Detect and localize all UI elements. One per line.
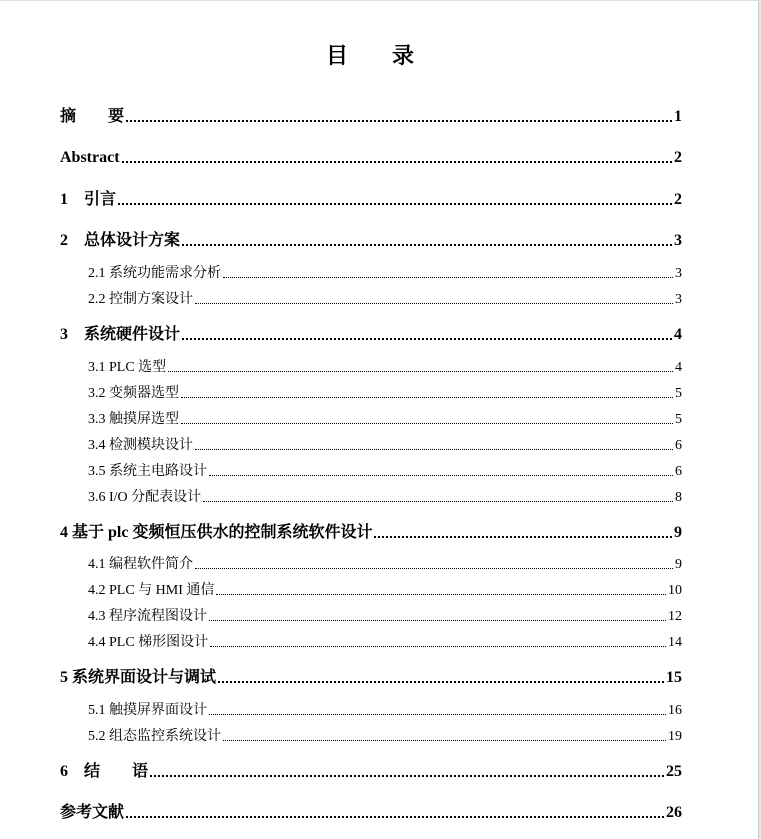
- toc-title: 目 录: [325, 43, 414, 68]
- toc-entry-page: 2: [674, 149, 682, 166]
- toc-entry-label: 5.1 触摸屏界面设计: [88, 703, 207, 718]
- toc-entry-page: 9: [674, 524, 682, 541]
- toc-entry[interactable]: [88, 465, 682, 479]
- toc-entry-page: 4: [674, 326, 682, 343]
- toc-entry-label: 4 基于 plc 变频恒压供水的控制系统软件设计: [60, 524, 373, 541]
- toc-entry-page: 14: [668, 635, 682, 650]
- toc-entry[interactable]: [60, 327, 682, 343]
- toc-entry-label: 3 系统硬件设计: [60, 326, 181, 343]
- toc-entry-page: 8: [675, 490, 682, 505]
- toc-leader: [374, 536, 672, 538]
- toc-entry-page: 19: [668, 729, 682, 744]
- toc-leader: [122, 161, 672, 163]
- toc-leader: [168, 371, 673, 372]
- toc-leader: [218, 681, 664, 683]
- toc-leader: [209, 475, 673, 476]
- toc-entry[interactable]: [88, 730, 682, 744]
- toc-entry[interactable]: [88, 636, 682, 650]
- toc-entry-label: 3.2 变频器选型: [88, 386, 179, 401]
- toc-entry-label: 4.1 编程软件简介: [88, 557, 193, 572]
- toc-entry-label: 1 引言: [60, 191, 117, 208]
- toc-entry[interactable]: [88, 361, 682, 375]
- toc-entry-page: 26: [666, 804, 682, 821]
- toc-entry[interactable]: [88, 491, 682, 505]
- toc-entry-page: 10: [668, 583, 682, 598]
- toc-leader: [126, 120, 672, 122]
- toc-leader: [210, 646, 666, 647]
- toc-entry-page: 5: [675, 386, 682, 401]
- toc-entry-page: 6: [675, 464, 682, 479]
- toc-entry-label: 摘 要: [60, 108, 125, 125]
- toc-entry-page: 3: [675, 266, 682, 281]
- toc-entry-label: 4.4 PLC 梯形图设计: [88, 635, 209, 650]
- toc-entry-page: 2: [674, 191, 682, 208]
- toc-entry-label: 2.1 系统功能需求分析: [88, 266, 221, 281]
- toc-entry-page: 16: [668, 703, 682, 718]
- toc-leader: [209, 620, 666, 621]
- toc-leader: [203, 501, 673, 502]
- toc-entry-label: Abstract: [60, 149, 120, 166]
- toc-entry-page: 15: [666, 669, 682, 686]
- toc-entry-label: 3.1 PLC 选型: [88, 360, 167, 375]
- toc-leader: [195, 303, 673, 304]
- toc-leader: [223, 740, 666, 741]
- toc-leader: [126, 816, 664, 818]
- toc-entry-label: 3.4 检测模块设计: [88, 438, 193, 453]
- toc-leader: [209, 714, 666, 715]
- toc-leader: [195, 568, 673, 569]
- toc-entry[interactable]: [88, 267, 682, 281]
- toc-leader: [118, 203, 672, 205]
- toc-entry-label: 2 总体设计方案: [60, 232, 181, 249]
- toc-entry-page: 1: [674, 108, 682, 125]
- toc-leader: [182, 338, 672, 340]
- toc-entry-label: 3.6 I/O 分配表设计: [88, 490, 202, 505]
- toc-entry[interactable]: [60, 109, 682, 125]
- toc-entry[interactable]: [88, 439, 682, 453]
- toc-entry-page: 25: [666, 763, 682, 780]
- toc-entry-label: 3.5 系统主电路设计: [88, 464, 207, 479]
- toc-leader: [216, 594, 666, 595]
- toc-entry-label: 6 结 语: [60, 763, 149, 780]
- toc-entry[interactable]: [60, 233, 682, 249]
- toc-entry-label: 5 系统界面设计与调试: [60, 669, 217, 686]
- toc-entry-page: 6: [675, 438, 682, 453]
- toc-entry-page: 4: [675, 360, 682, 375]
- toc-leader: [181, 397, 673, 398]
- toc-entry[interactable]: [60, 764, 682, 780]
- toc-entry-label: 2.2 控制方案设计: [88, 292, 193, 307]
- toc-leader: [181, 423, 673, 424]
- toc-entry[interactable]: [88, 558, 682, 572]
- toc-entry-page: 12: [668, 609, 682, 624]
- toc-entry-label: 4.3 程序流程图设计: [88, 609, 207, 624]
- toc-entry[interactable]: [88, 387, 682, 401]
- toc-leader: [223, 277, 673, 278]
- toc-entry[interactable]: [60, 670, 682, 686]
- toc-entry-page: 5: [675, 412, 682, 427]
- toc-leader: [182, 244, 672, 246]
- toc-entry[interactable]: [60, 150, 682, 166]
- toc-entry-page: 9: [675, 557, 682, 572]
- toc-leader: [150, 775, 664, 777]
- toc-entry[interactable]: [60, 805, 682, 821]
- toc-leader: [195, 449, 673, 450]
- toc-entry-label: 5.2 组态监控系统设计: [88, 729, 221, 744]
- toc-entry-label: 4.2 PLC 与 HMI 通信: [88, 583, 215, 598]
- toc-entry[interactable]: [60, 525, 682, 541]
- toc-entry[interactable]: [88, 293, 682, 307]
- toc-entry-label: 参考文献: [60, 804, 125, 821]
- toc-entry[interactable]: [88, 610, 682, 624]
- toc-entry[interactable]: [88, 584, 682, 598]
- toc-entry-page: 3: [675, 292, 682, 307]
- toc-entry[interactable]: [60, 192, 682, 208]
- toc-entry-page: 3: [674, 232, 682, 249]
- toc-entry[interactable]: [88, 704, 682, 718]
- toc-entry-label: 3.3 触摸屏选型: [88, 412, 179, 427]
- toc-entry[interactable]: [88, 413, 682, 427]
